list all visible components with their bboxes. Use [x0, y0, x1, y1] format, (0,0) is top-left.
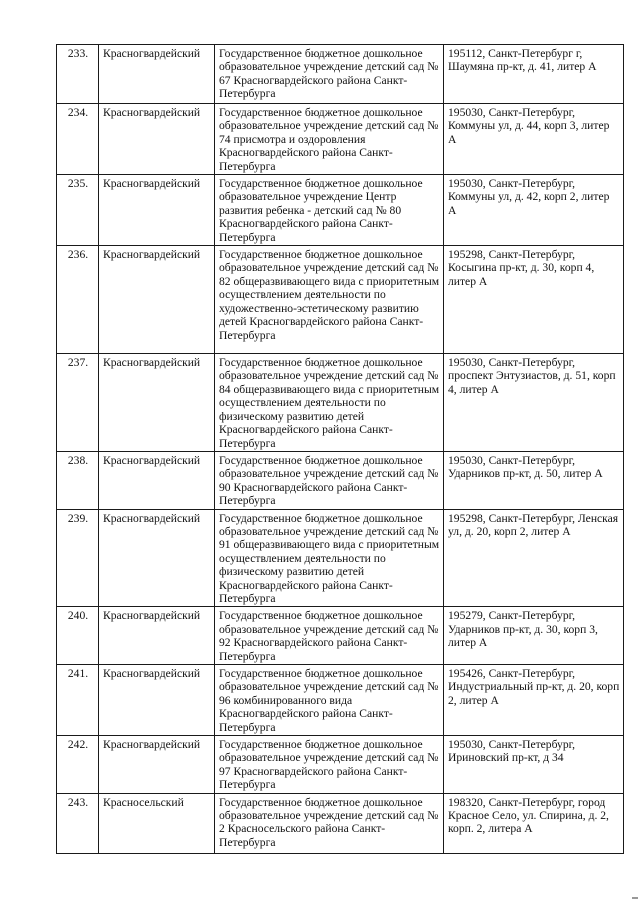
institution-name-cell: Государственное бюджетное дошкольное образовательное учреждение детский сад № 67 Красногвардейского района Санкт-Петербурга: [215, 45, 444, 104]
district-cell: Красногвардейский: [99, 246, 215, 354]
institution-name-cell: Государственное бюджетное дошкольное образовательное учреждение Центр развития ребенка - детский сад № 80 Красногвардейского района Санкт-Петербурга: [215, 175, 444, 246]
table-row: [57, 175, 624, 246]
institutions-table: [56, 44, 624, 854]
institution-name-cell: Государственное бюджетное дошкольное образовательное учреждение детский сад № 2 Красносельского района Санкт-Петербурга: [215, 793, 444, 853]
row-number: 240.: [57, 607, 99, 665]
institution-name-cell: Государственное бюджетное дошкольное образовательное учреждение детский сад № 97 Красногвардейского района Санкт-Петербурга: [215, 736, 444, 794]
row-number: 241.: [57, 665, 99, 736]
district-cell: Красногвардейский: [99, 45, 215, 104]
table-row: [57, 607, 624, 665]
row-number: 243.: [57, 793, 99, 853]
address-cell: 195112, Санкт-Петербург г, Шаумяна пр-кт, д. 41, литер А: [444, 45, 624, 104]
table-row: [57, 509, 624, 607]
institution-name-cell: Государственное бюджетное дошкольное образовательное учреждение детский сад № 90 Красногвардейского района Санкт-Петербурга: [215, 451, 444, 509]
table-row: [57, 45, 624, 104]
table-row: [57, 451, 624, 509]
address-cell: 195030, Санкт-Петербург, проспект Энтузиастов, д. 51, корп 4, литер А: [444, 354, 624, 452]
table-row: [57, 354, 624, 452]
address-cell: 195030, Санкт-Петербург, Коммуны ул, д. 44, корп 3, литер А: [444, 104, 624, 175]
row-number: 239.: [57, 509, 99, 607]
district-cell: Красногвардейский: [99, 104, 215, 175]
row-number: 242.: [57, 736, 99, 794]
row-number: 238.: [57, 451, 99, 509]
institution-name-cell: Государственное бюджетное дошкольное образовательное учреждение детский сад № 91 общеразвивающего вида с приоритетным осуществлением деятельности по физическому развитию детей Красногвардейского района Санкт-Петербурга: [215, 509, 444, 607]
institutions-table-body: [57, 45, 624, 854]
address-cell: 198320, Санкт-Петербург, город Красное Село, ул. Спирина, д. 2, корп. 2, литера А: [444, 793, 624, 853]
table-row: [57, 246, 624, 354]
address-cell: 195030, Санкт-Петербург, Ириновский пр-кт, д 34: [444, 736, 624, 794]
district-cell: Красногвардейский: [99, 451, 215, 509]
row-number: 235.: [57, 175, 99, 246]
district-cell: Красногвардейский: [99, 607, 215, 665]
row-number: 236.: [57, 246, 99, 354]
table-row: [57, 793, 624, 853]
district-cell: Красногвардейский: [99, 736, 215, 794]
institution-name-cell: Государственное бюджетное дошкольное образовательное учреждение детский сад № 96 комбинированного вида Красногвардейского района Санкт-Петербурга: [215, 665, 444, 736]
address-cell: 195279, Санкт-Петербург, Ударников пр-кт, д. 30, корп 3, литер А: [444, 607, 624, 665]
district-cell: Красногвардейский: [99, 175, 215, 246]
district-cell: Красносельский: [99, 793, 215, 853]
district-cell: Красногвардейский: [99, 665, 215, 736]
scan-artifact: [632, 897, 638, 899]
address-cell: 195030, Санкт-Петербург, Ударников пр-кт, д. 50, литер А: [444, 451, 624, 509]
table-row: [57, 104, 624, 175]
row-number: 237.: [57, 354, 99, 452]
address-cell: 195030, Санкт-Петербург, Коммуны ул, д. 42, корп 2, литер А: [444, 175, 624, 246]
district-cell: Красногвардейский: [99, 354, 215, 452]
institution-name-cell: Государственное бюджетное дошкольное образовательное учреждение детский сад № 82 общеразвивающего вида с приоритетным осуществлением деятельности по художественно-эстетическому развитию детей Красногвардейского района Санкт-Петербурга: [215, 246, 444, 354]
address-cell: 195426, Санкт-Петербург, Индустриальный пр-кт, д. 20, корп 2, литер А: [444, 665, 624, 736]
institution-name-cell: Государственное бюджетное дошкольное образовательное учреждение детский сад № 74 присмотра и оздоровления Красногвардейского района Санкт-Петербурга: [215, 104, 444, 175]
address-cell: 195298, Санкт-Петербург, Ленская ул, д. 20, корп 2, литер А: [444, 509, 624, 607]
table-row: [57, 665, 624, 736]
institution-name-cell: Государственное бюджетное дошкольное образовательное учреждение детский сад № 92 Красногвардейского района Санкт-Петербурга: [215, 607, 444, 665]
row-number: 234.: [57, 104, 99, 175]
institution-name-cell: Государственное бюджетное дошкольное образовательное учреждение детский сад № 84 общеразвивающего вида с приоритетным осуществлением деятельности по физическому развитию детей Красногвардейского района Санкт-Петербурга: [215, 354, 444, 452]
address-cell: 195298, Санкт-Петербург, Косыгина пр-кт, д. 30, корп 4, литер А: [444, 246, 624, 354]
district-cell: Красногвардейский: [99, 509, 215, 607]
table-row: [57, 736, 624, 794]
row-number: 233.: [57, 45, 99, 104]
